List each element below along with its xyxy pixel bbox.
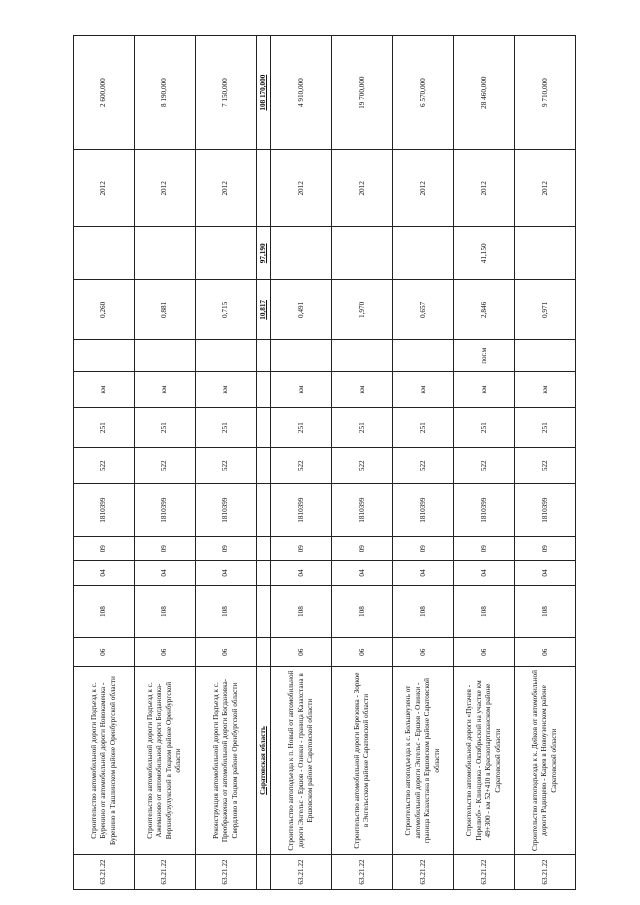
cell-unit-secondary — [332, 340, 393, 372]
cell-subsection: 04 — [271, 561, 332, 585]
cell-code: 63.21.22 — [195, 855, 256, 890]
cell-code: 63.21.22 — [454, 855, 515, 890]
cell-target-article: 1810399 — [195, 484, 256, 537]
cell-year: 2012 — [195, 150, 256, 227]
cell-unit: км — [393, 372, 454, 408]
cell-unit-secondary: пог.м — [454, 340, 515, 372]
cell-section — [256, 638, 271, 667]
cell-code: 63.21.22 — [134, 855, 195, 890]
table-row — [74, 36, 135, 890]
cell-amount: 2 600,000 — [74, 36, 135, 150]
cell-amount: 9 710,000 — [515, 36, 576, 150]
cell-code: 63.21.22 — [332, 855, 393, 890]
cell-ministry: 108 — [454, 585, 515, 638]
cell-item: 09 — [393, 537, 454, 561]
cell-year: 2012 — [74, 150, 135, 227]
cell-code: 63.21.22 — [515, 855, 576, 890]
cell-description: Строительство автомобильной дороги Подъезд к с. Буренино от автомобильной дороги Новокаменка - Буренино в Ташлинском районе Оренбургской области — [74, 667, 135, 855]
cell-ministry: 108 — [74, 585, 135, 638]
cell-section: 06 — [74, 638, 135, 667]
cell-target-article: 1810399 — [393, 484, 454, 537]
cell-kosgu: 251 — [134, 408, 195, 448]
cell-length: 0,715 — [195, 280, 256, 340]
cell-extra-length — [134, 227, 195, 280]
cell-year: 2012 — [393, 150, 454, 227]
cell-description: Строительство автоподъезда к к. Дейков от автомобильной дороги Радищево - Карев в Новоузенском районе Саратовской области — [515, 667, 576, 855]
cell-unit-secondary — [515, 340, 576, 372]
cell-item: 09 — [271, 537, 332, 561]
cell-amount: 8 190,000 — [134, 36, 195, 150]
cell-length: 0,260 — [74, 280, 135, 340]
table-body — [74, 36, 576, 890]
cell-description: Строительство автомобильной дороги Березовка - Зоркое в Энгельсском районе Саратовской области — [332, 667, 393, 855]
cell-ministry — [256, 585, 271, 638]
cell-section: 06 — [454, 638, 515, 667]
cell-subsection: 04 — [195, 561, 256, 585]
cell-kosgu: 251 — [393, 408, 454, 448]
cell-extra-length — [393, 227, 454, 280]
cell-unit: км — [74, 372, 135, 408]
cell-code: 63.21.22 — [74, 855, 135, 890]
cell-subsection — [256, 561, 271, 585]
cell-year: 2012 — [271, 150, 332, 227]
cell-item: 09 — [332, 537, 393, 561]
cell-unit: км — [134, 372, 195, 408]
cell-year: 2012 — [134, 150, 195, 227]
cell-expense-type: 522 — [332, 448, 393, 484]
cell-length: 0,971 — [515, 280, 576, 340]
cell-expense-type: 522 — [271, 448, 332, 484]
cell-code: 63.21.22 — [393, 855, 454, 890]
cell-year — [256, 150, 271, 227]
cell-code: 63.21.22 — [271, 855, 332, 890]
cell-section: 06 — [515, 638, 576, 667]
cell-description: Саратовская область — [256, 667, 271, 855]
cell-target-article: 1810399 — [134, 484, 195, 537]
cell-ministry: 108 — [195, 585, 256, 638]
region-row — [256, 36, 271, 890]
cell-ministry: 108 — [271, 585, 332, 638]
cell-item: 09 — [195, 537, 256, 561]
cell-amount: 19 700,000 — [332, 36, 393, 150]
cell-section: 06 — [271, 638, 332, 667]
cell-unit-secondary — [271, 340, 332, 372]
cell-extra-length: 41,150 — [454, 227, 515, 280]
cell-expense-type: 522 — [393, 448, 454, 484]
cell-description: Строительство автомобильной дороги «Пугачев - Перелюб» - Клинцовка - Октябрьский на участке км 49+300 - км 52+410 в Краснопартизанском районе Саратовской области — [454, 667, 515, 855]
cell-item: 09 — [515, 537, 576, 561]
cell-unit-secondary — [74, 340, 135, 372]
cell-item: 09 — [454, 537, 515, 561]
cell-ministry: 108 — [393, 585, 454, 638]
cell-subsection: 04 — [74, 561, 135, 585]
cell-subsection: 04 — [393, 561, 454, 585]
cell-description: Строительство автоподъезда к с. Большеузень от автомобильной дороги Энгельс - Ершов - Озинки - граница Казахстана в Ершовском районе Саратовской области — [393, 667, 454, 855]
cell-target-article: 1810399 — [271, 484, 332, 537]
cell-kosgu: 251 — [454, 408, 515, 448]
cell-amount: 108 170,000 — [256, 36, 271, 150]
cell-description: Реконструкция автомобильной дороги Подъезд к с. Преображенка от автомобильной дороги Богдановка-Свердлово в Тоцком районе Оренбургской области — [195, 667, 256, 855]
cell-kosgu: 251 — [271, 408, 332, 448]
cell-amount: 28 460,000 — [454, 36, 515, 150]
cell-amount: 4 910,000 — [271, 36, 332, 150]
cell-expense-type: 522 — [134, 448, 195, 484]
cell-subsection: 04 — [134, 561, 195, 585]
cell-extra-length — [515, 227, 576, 280]
table-row — [515, 36, 576, 890]
cell-length: 10,817 — [256, 280, 271, 340]
cell-length: 0,657 — [393, 280, 454, 340]
cell-description: Строительство автоподъезда к п. Новый от автомобильной дороги Энгельс - Ершов - Озинки - граница Казахстана в Ершовском районе Саратовской области — [271, 667, 332, 855]
cell-unit-secondary — [134, 340, 195, 372]
cell-extra-length: 97,190 — [256, 227, 271, 280]
cell-expense-type: 522 — [195, 448, 256, 484]
cell-target-article: 1810399 — [454, 484, 515, 537]
cell-kosgu: 251 — [515, 408, 576, 448]
cell-code — [256, 855, 271, 890]
cell-year: 2012 — [454, 150, 515, 227]
cell-amount: 7 150,000 — [195, 36, 256, 150]
table-row — [134, 36, 195, 890]
cell-subsection: 04 — [332, 561, 393, 585]
cell-unit: км — [515, 372, 576, 408]
cell-unit — [256, 372, 271, 408]
table-row — [454, 36, 515, 890]
table-row — [195, 36, 256, 890]
cell-subsection: 04 — [515, 561, 576, 585]
cell-section: 06 — [195, 638, 256, 667]
cell-subsection: 04 — [454, 561, 515, 585]
cell-extra-length — [195, 227, 256, 280]
cell-item — [256, 537, 271, 561]
cell-target-article — [256, 484, 271, 537]
cell-section: 06 — [134, 638, 195, 667]
cell-item: 09 — [134, 537, 195, 561]
cell-unit-secondary — [195, 340, 256, 372]
table-row — [393, 36, 454, 890]
cell-section: 06 — [332, 638, 393, 667]
cell-ministry: 108 — [515, 585, 576, 638]
cell-extra-length — [271, 227, 332, 280]
cell-year: 2012 — [515, 150, 576, 227]
cell-unit: км — [271, 372, 332, 408]
rotated-table-holder — [73, 35, 576, 890]
cell-unit: км — [454, 372, 515, 408]
cell-target-article: 1810399 — [515, 484, 576, 537]
cell-unit-secondary — [256, 340, 271, 372]
cell-item: 09 — [74, 537, 135, 561]
cell-unit: км — [332, 372, 393, 408]
cell-kosgu — [256, 408, 271, 448]
cell-expense-type: 522 — [74, 448, 135, 484]
cell-kosgu: 251 — [74, 408, 135, 448]
cell-extra-length — [332, 227, 393, 280]
cell-kosgu: 251 — [195, 408, 256, 448]
cell-expense-type — [256, 448, 271, 484]
cell-description: Строительство автомобильной дороги Подъезд к с. Ажеманово от автомобильной дороги Богдановка-Верхнебузулукский в Тоцком районе Оренбургской области — [134, 667, 195, 855]
table-row — [332, 36, 393, 890]
table-row — [271, 36, 332, 890]
cell-unit: км — [195, 372, 256, 408]
cell-year: 2012 — [332, 150, 393, 227]
cell-unit-secondary — [393, 340, 454, 372]
cell-expense-type: 522 — [515, 448, 576, 484]
cell-amount: 6 570,000 — [393, 36, 454, 150]
cell-target-article: 1810399 — [74, 484, 135, 537]
cell-length: 1,970 — [332, 280, 393, 340]
cell-extra-length — [74, 227, 135, 280]
cell-ministry: 108 — [134, 585, 195, 638]
cell-length: 0,881 — [134, 280, 195, 340]
cell-kosgu: 251 — [332, 408, 393, 448]
cell-length: 2,846 — [454, 280, 515, 340]
cell-ministry: 108 — [332, 585, 393, 638]
cell-target-article: 1810399 — [332, 484, 393, 537]
cell-length: 0,491 — [271, 280, 332, 340]
cell-section: 06 — [393, 638, 454, 667]
cell-expense-type: 522 — [454, 448, 515, 484]
budget-table — [73, 35, 576, 890]
